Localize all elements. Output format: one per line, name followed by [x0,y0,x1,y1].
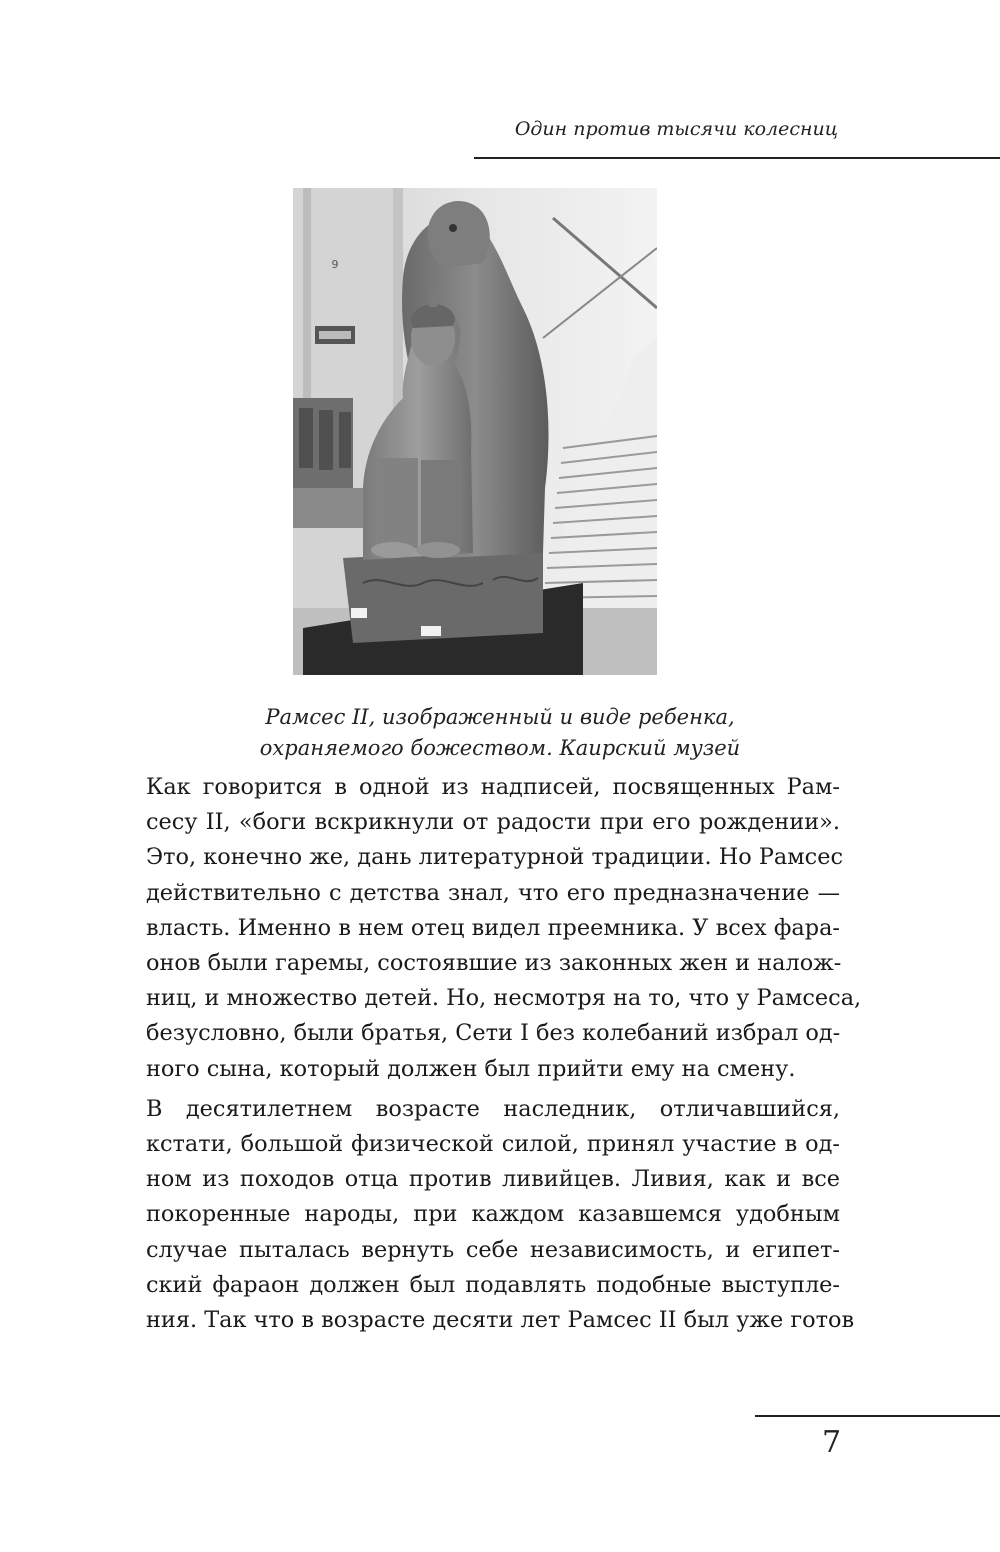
text-line: онов были гаремы, состоявшие из законных жен и налож- [146,950,842,977]
text-line: Как говорится в одной из надписей, посвященных Рам- [146,774,840,800]
text-line: Это, конечно же, дань литературной традиции. Но Рамсес [146,844,844,871]
text-line: сесу II, «боги вскрикнули от радости при его рождении». [146,809,840,836]
text-line: ном из походов отца против ливийцев. Ливия, как и все [146,1166,840,1193]
text-line: безусловно, были братья, Сети I без колебаний избрал од- [146,1020,841,1047]
page-number: 7 [822,1425,842,1460]
figure-photo [293,188,657,675]
caption-line-2: охраняемого божеством. Каирский музей [259,736,741,760]
text-line: ного сына, который должен был прийти ему на смену. [146,1055,796,1082]
room-number: 9 [331,258,339,271]
text-line: власть. Именно в нем отец видел преемника. У всех фара- [146,914,840,941]
figure-caption [160,702,840,764]
text-line: кстати, большой физической силой, принял участие в од- [146,1131,840,1158]
text-line: действительно с детства знал, что его предназначение — [146,879,840,906]
running-title: Один против тысячи колесниц [514,118,838,140]
footer-rule [755,1415,1000,1417]
text-line: ниц, и множество детей. Но, несмотря на то, что у Рамсеса, [146,985,862,1012]
statue-base [343,548,543,643]
text-line: ский фараон должен был подавлять подобные выступле- [146,1271,840,1298]
text-line: В десятилетнем возрасте наследник, отличавшийся, [146,1095,840,1122]
text-line: ния. Так что в возрасте десяти лет Рамсес II был уже готов [146,1307,855,1334]
text-line: покоренные народы, при каждом казавшемся удобным [146,1201,840,1228]
header-rule [474,157,1000,159]
text-line: случае пыталась вернуть себе независимость, и египет- [146,1236,840,1263]
statue-photo-illustration [293,188,657,675]
body-text [146,770,862,1338]
paragraph-1 [146,770,862,1087]
caption-line-1: Рамсес II, изображенный и виде ребенка, [265,705,735,729]
paragraph-2 [146,1092,855,1338]
